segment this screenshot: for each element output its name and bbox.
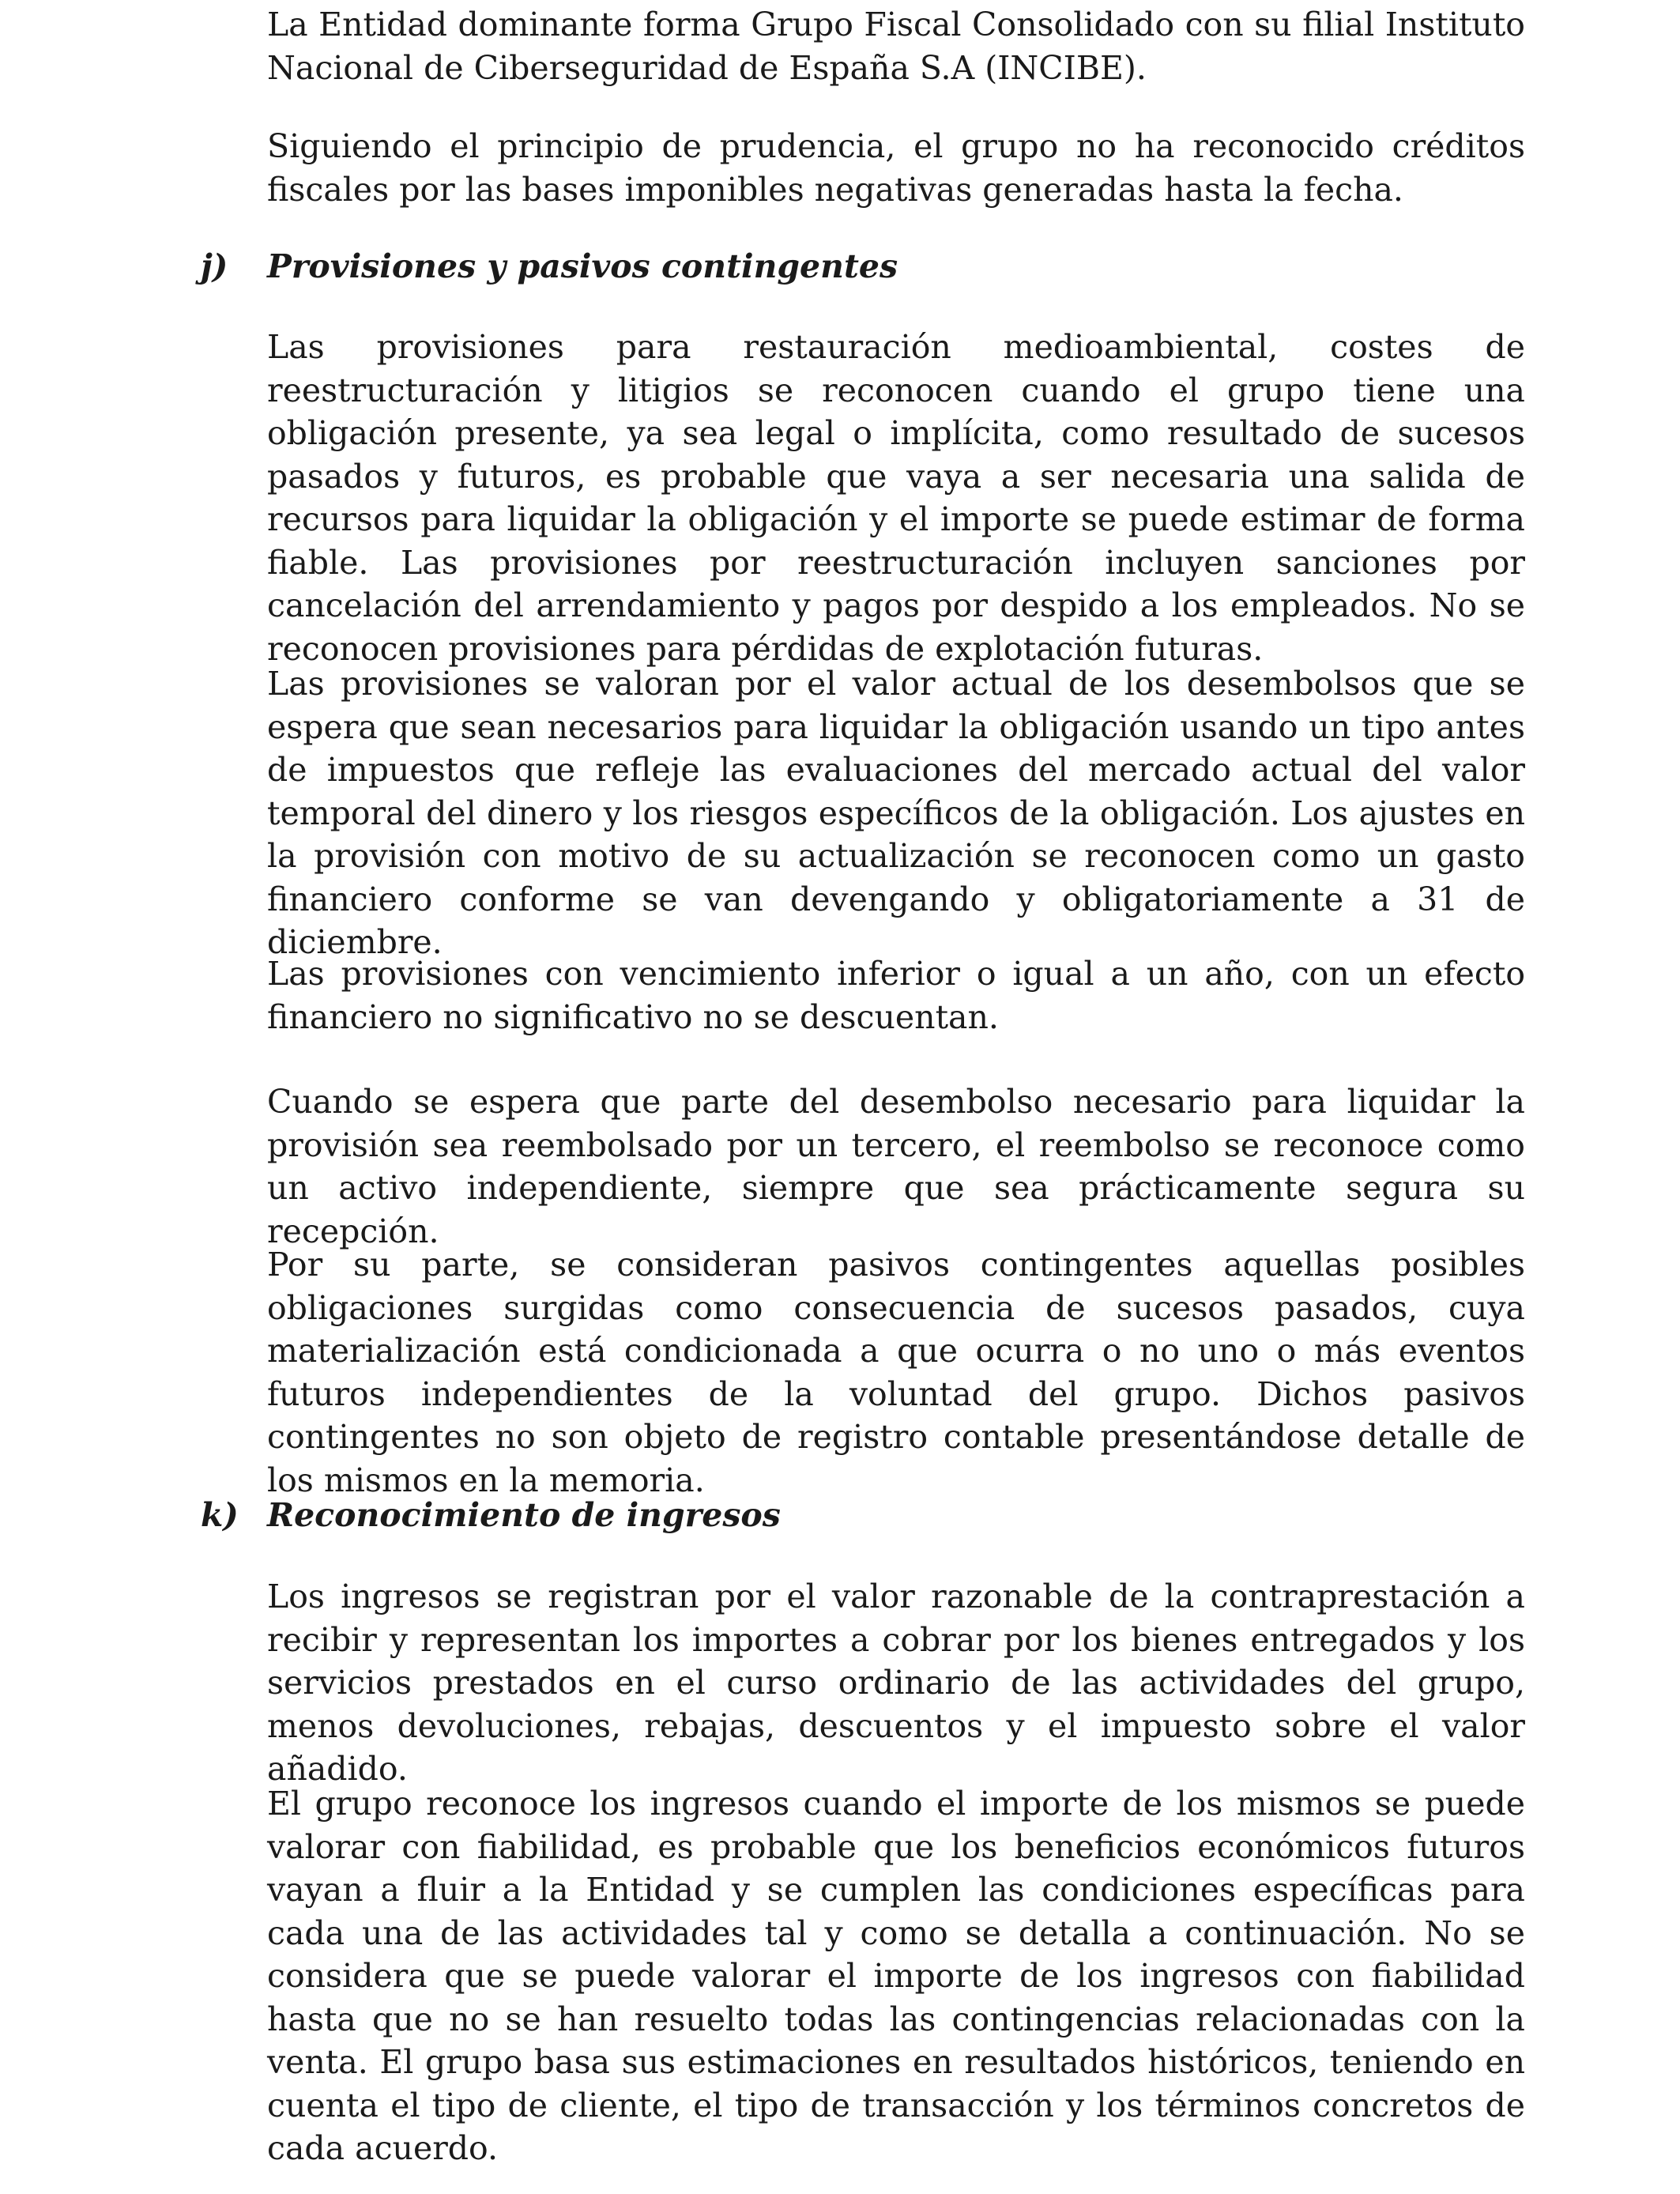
section-j-paragraph-4: Cuando se espera que parte del desembolso necesario para liquidar la provisión sea reembolsado por un tercero, el reembolso se reconoce como un activo independiente, siempre que sea prácticamente segura su recepción. xyxy=(267,1083,1525,1250)
section-j-paragraph-1: Las provisiones para restauración medioambiental, costes de reestructuración y litigios se reconocen cuando el grupo tiene una obligación presente, ya sea legal o implícita, como resultado de sucesos pasados y futuros, es probable que vaya a ser necesaria una salida de recursos para liquidar la obligación y el importe se puede estimar de forma fiable. Las provisiones por reestructuración incluyen sanciones por cancelación del arrendamiento y pagos por despido a los empleados. No se reconocen provisiones para pérdidas de explotación futuras. xyxy=(267,328,1525,668)
section-k-paragraph-2: El grupo reconoce los ingresos cuando el importe de los mismos se puede valorar con fiabilidad, es probable que los beneficios económicos futuros vayan a fluir a la Entidad y se cumplen las condiciones específicas para cada una de las actividades tal y como se detalla a continuación. No se considera que se puede valorar el importe de los ingresos con fiabilidad hasta que no se han resuelto todas las contingencias relacionadas con la venta. El grupo basa sus estimaciones en resultados históricos, teniendo en cuenta el tipo de cliente, el tipo de transacción y los términos concretos de cada acuerdo. xyxy=(267,1785,1525,2167)
section-j-heading xyxy=(201,245,1544,288)
section-j-title: Provisiones y pasivos contingentes xyxy=(267,247,898,285)
section-j-letter: j) xyxy=(201,247,228,285)
section-j-paragraph-3: Las provisiones con vencimiento inferior o igual a un año, con un efecto financiero no significativo no se descuentan. xyxy=(267,955,1525,1036)
section-k-title: Reconocimiento de ingresos xyxy=(267,1496,781,1534)
intro-paragraph-1: La Entidad dominante forma Grupo Fiscal Consolidado con su filial Instituto Nacional de Ciberseguridad de España S.A (INCIBE). xyxy=(267,6,1525,87)
section-j-paragraph-5: Por su parte, se consideran pasivos contingentes aquellas posibles obligaciones surgidas como consecuencia de sucesos pasados, cuya materialización está condicionada a que ocurra o no uno o más eventos futuros independientes de la voluntad del grupo. Dichos pasivos contingentes no son objeto de registro contable presentándose detalle de los mismos en la memoria. xyxy=(267,1246,1525,1499)
section-k-heading xyxy=(201,1494,1544,1536)
section-k-letter: k) xyxy=(201,1496,239,1534)
intro-paragraph-2: Siguiendo el principio de prudencia, el grupo no ha reconocido créditos fiscales por las bases imponibles negativas generadas hasta la fecha. xyxy=(267,127,1525,209)
section-k-paragraph-1: Los ingresos se registran por el valor razonable de la contraprestación a recibir y representan los importes a cobrar por los bienes entregados y los servicios prestados en el curso ordinario de las actividades del grupo, menos devoluciones, rebajas, descuentos y el impuesto sobre el valor añadido. xyxy=(267,1578,1525,1788)
section-j-paragraph-2: Las provisiones se valoran por el valor actual de los desembolsos que se espera que sean necesarios para liquidar la obligación usando un tipo antes de impuestos que refleje las evaluaciones del mercado actual del valor temporal del dinero y los riesgos específicos de la obligación. Los ajustes en la provisión con motivo de su actualización se reconocen como un gasto financiero conforme se van devengando y obligatoriamente a 31 de diciembre. xyxy=(267,665,1525,961)
